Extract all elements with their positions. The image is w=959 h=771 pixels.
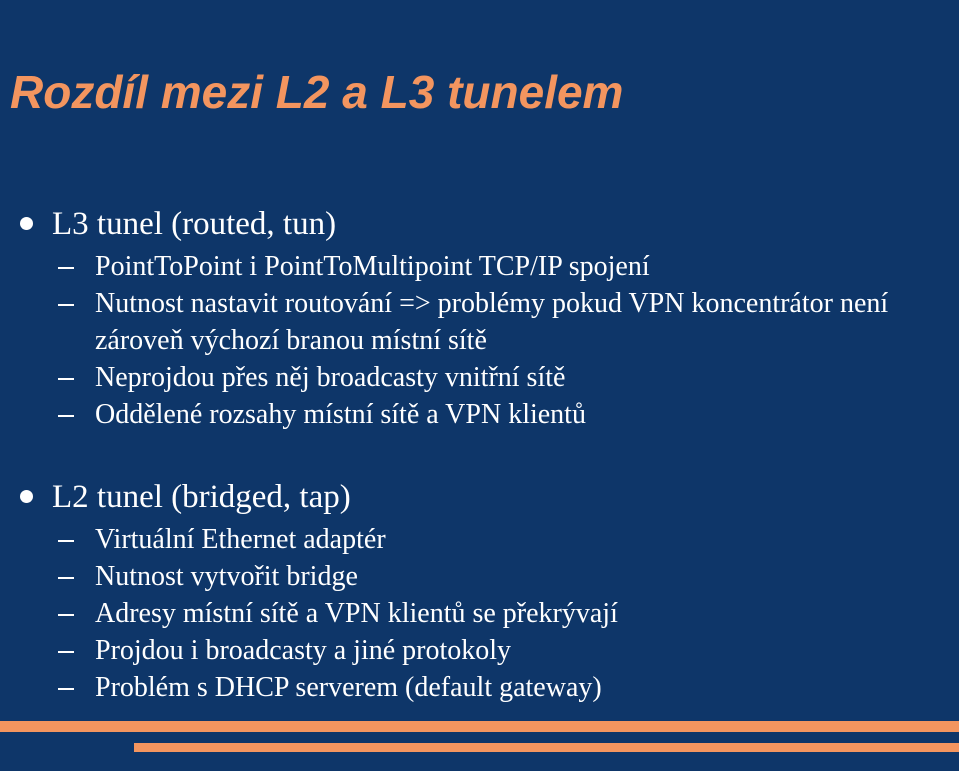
dash-icon [58, 540, 74, 542]
list-item [20, 632, 940, 669]
dash-icon [58, 304, 74, 306]
list-item-text: Neprojdou přes něj broadcasty vnitřní sítě [95, 362, 566, 393]
list-item-text: Nutnost vytvořit bridge [95, 561, 358, 592]
section-l2-tunnel [20, 473, 940, 706]
sub-list-l3 [20, 248, 940, 433]
section-l3-tunnel [20, 200, 940, 433]
dash-icon [58, 614, 74, 616]
bullet-dot-icon [20, 217, 33, 230]
bullet-heading: L2 tunel (bridged, tap) [52, 479, 351, 515]
list-item-text: PointToPoint i PointToMultipoint TCP/IP spojení [95, 251, 650, 282]
dash-icon [58, 651, 74, 653]
slide-title: Rozdíl mezi L2 a L3 tunelem [10, 66, 624, 118]
list-item [20, 669, 940, 706]
list-item-text: Virtuální Ethernet adaptér [95, 524, 386, 555]
bullet-l3-tunnel [20, 200, 940, 248]
dash-icon [58, 267, 74, 269]
list-item [20, 359, 940, 396]
list-item [20, 285, 940, 359]
list-item-text: Projdou i broadcasty a jiné protokoly [95, 635, 512, 666]
bullet-dot-icon [20, 490, 33, 503]
list-item [20, 595, 940, 632]
list-item-text: Nutnost nastavit routování => problémy pokud VPN koncentrátor není zároveň výchozí branou místní sítě [95, 288, 889, 356]
list-item [20, 521, 940, 558]
dash-icon [58, 415, 74, 417]
list-item [20, 396, 940, 433]
dash-icon [58, 577, 74, 579]
list-item [20, 558, 940, 595]
bullet-heading: L3 tunel (routed, tun) [52, 206, 337, 242]
list-item-text: Oddělené rozsahy místní sítě a VPN klientů [95, 399, 586, 430]
sub-list-l2 [20, 521, 940, 706]
dash-icon [58, 378, 74, 380]
list-item-text: Adresy místní sítě a VPN klientů se překrývají [95, 598, 618, 629]
bullet-l2-tunnel [20, 473, 940, 521]
dash-icon [58, 688, 74, 690]
list-item-text: Problém s DHCP serverem (default gateway) [95, 672, 602, 703]
list-item [20, 248, 940, 285]
decorative-bar-top [0, 721, 959, 732]
decorative-bar-bottom [134, 743, 959, 752]
